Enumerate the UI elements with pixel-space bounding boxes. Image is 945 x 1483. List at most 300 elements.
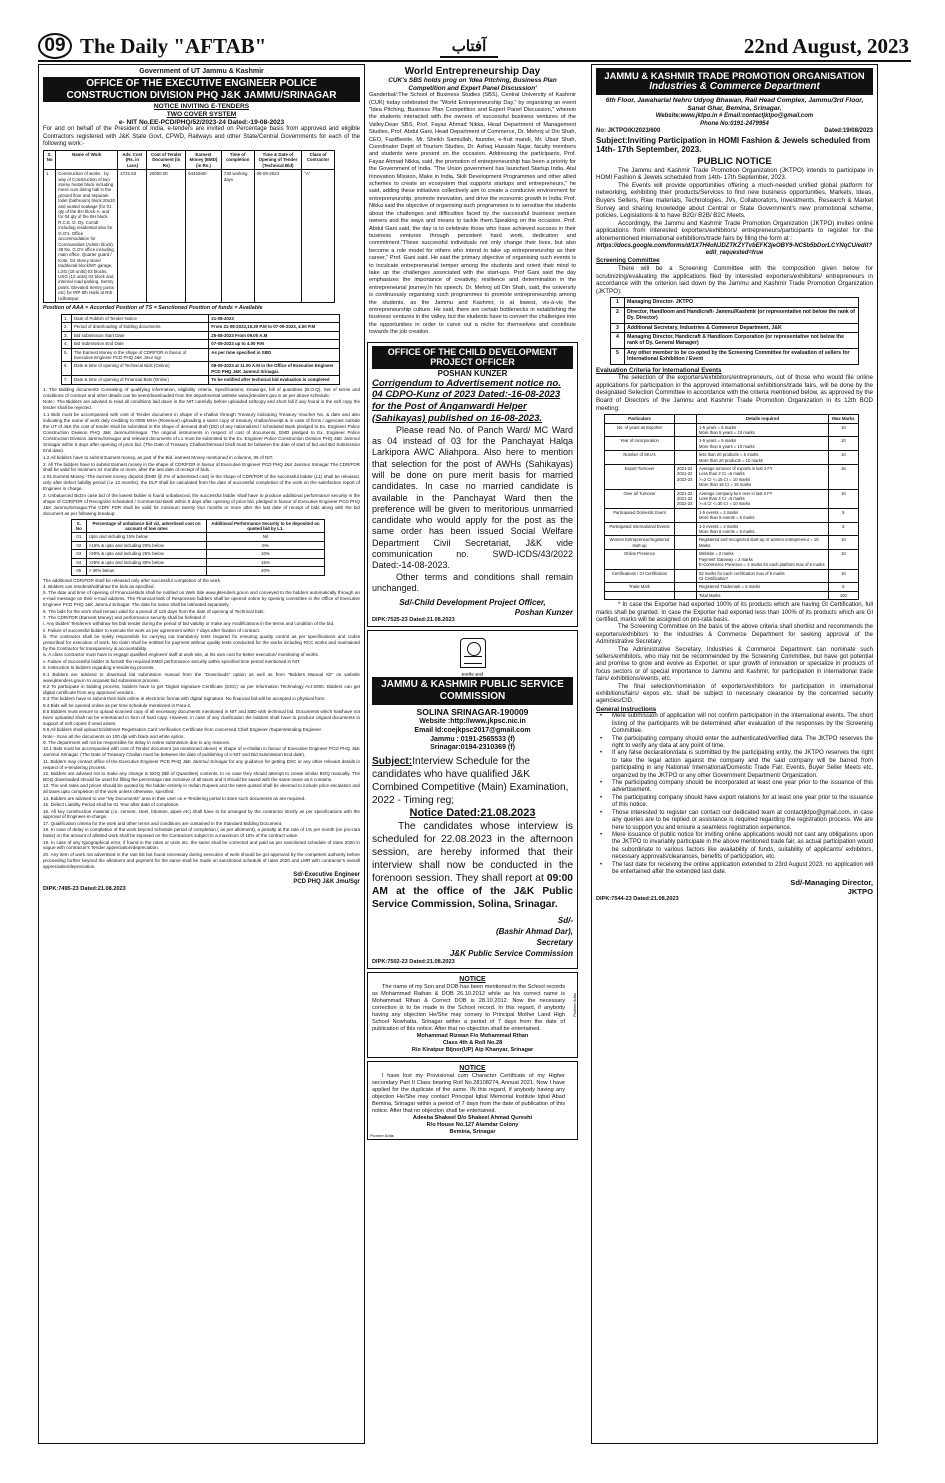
tender-clause: 6. The bids for the work shall remain valid for a period of 120 days from the date of opening of Technical bids. <box>43 608 265 614</box>
tender-clause: The additional CDR/FDR shall be released only after successful completion of the work. <box>43 577 222 583</box>
evaluation-row <box>605 489 859 508</box>
evaluation-cell <box>675 550 697 569</box>
work-table-header: Earnest Money (EMD) (in Rs.) <box>186 151 222 170</box>
unbalanced-cell: 5% <box>207 541 324 549</box>
notice-2-title: NOTICE <box>459 1064 486 1072</box>
notice-2-body: I have lost my Provisional cum Character Certificate of my Higher secondary Part II Class bearing Roll No.28108274, Annual 2021. Now I have applied for the duplicate of the same. IN this regard, if anybody having any objection He/She may contact Principal Iqbal Memorial Institute Iqbal Abad Bemina, Srinagar within a period of 7 days from the date of publication of this notice. After that no objection shall be entertained. <box>372 1072 565 1114</box>
tender-clauses <box>43 387 360 517</box>
evaluation-cell: 10 <box>828 550 858 569</box>
jktpo-web-email: Website:www.jktpo.in # Email:contactjktpo@gmail.com <box>655 113 814 120</box>
cover-system: TWO COVER SYSTEM <box>166 110 237 118</box>
screening-cell: Director, Handloom and Handicraft- Jammu/Kashmir (or representative not below the rank of Dy. Director) <box>625 307 859 323</box>
evaluation-cell: Online Presence <box>605 550 675 569</box>
instruction-text: The participating company should enter the authenticated/verified data. The JKTPO reserves the right to verify any data at any point of time. <box>612 735 873 750</box>
unbalanced-row <box>72 533 325 541</box>
evaluation-cell <box>675 536 697 550</box>
jkpsc-subject-label: Subject: <box>372 755 413 767</box>
schedule-cell: 08-09-2023 at 11.00 A.M in the Office of Executive Engineer PCD PHQ J&K Jammu/ Srinagar. <box>209 362 340 376</box>
notice-1-signature <box>372 1033 573 1054</box>
work-table-cell: 730 working days <box>221 170 254 303</box>
evaluation-cell: 100 <box>828 591 858 599</box>
work-table <box>43 150 335 303</box>
evaluation-row <box>605 508 859 522</box>
evaluation-cell: Women Entrepreneur/registered start-up <box>605 536 675 550</box>
schedule-row <box>62 362 340 376</box>
evaluation-cell: 2021-22 2021-22 2022-23 <box>675 489 697 508</box>
evaluation-cell: Average company turn over in last 3 FY Less than 4 Cr =5 marks >=4 Cr <=30 Cr = 10 marks <box>697 489 829 508</box>
jktpo-form-link[interactable]: https://docs.google.com/forms/d/1X7H4oNJDZTKZYTvbEFK3jeOBY9-NC5b5bDorLCYNqCU/edit?edit_requested=true <box>596 242 873 256</box>
instruction-item <box>596 780 873 795</box>
work-table-cell: 08-09-2023 <box>254 170 302 303</box>
evaluation-cell <box>675 522 697 536</box>
evaluation-cell: 1-2 events = 2 marks More than 6 events = 5 marks <box>697 522 829 536</box>
notice-1-agency: Pioneer Adds <box>572 992 577 1017</box>
notice-1-signature-line: Class 4th & Roll No.28 <box>442 1039 503 1046</box>
instruction-item <box>596 810 873 832</box>
notice-2-agency: Pioneer Adds <box>370 1132 394 1138</box>
screening-row <box>611 307 859 323</box>
jkpsc-website: Website :http://www.jkpsc.nic.in <box>419 718 526 726</box>
tender-clause: 8.1 Bidders are advised to download bid submission manual from the "Downloads" option as well as from "Bidders Manual Kit" on website www.jktenders.gov.in to acquaint bid submission process. <box>43 671 360 683</box>
tender-clause: 13. The unit rates and prices should be quoted by the bidder entirely in Indian Rupees and the rates quoted shall be deemed to include price escalation and all taxes upto completion of the work unless otherwise, specified. <box>43 783 360 795</box>
jktpo-dipk: DIPK:7544-23 Dated:21.08.2023 <box>596 896 679 903</box>
schedule-cell: The Earnest Money in the shape of CDR/FDR in favour of Executive Engineer PCD PHQ J&K Jmu/ Sgr <box>72 348 209 362</box>
evaluation-cell: 1-5 events = 2 marks More than 5 events = 5 marks <box>697 508 829 522</box>
screening-cell: 2 <box>611 307 625 323</box>
evaluation-row <box>605 591 859 599</box>
evaluation-cell <box>675 583 697 591</box>
schedule-row <box>62 331 340 339</box>
work-table-header: Time & Date of Opening of Tender (Technical Bid) <box>254 151 302 170</box>
ee-signature-line1: Sd/-Executive Engineer <box>293 871 360 878</box>
tender-notice-column <box>38 64 365 1444</box>
schedule-row <box>62 340 340 348</box>
instruction-text: Mere issuance of public notice for inviting online applications would not cast any obligations upon the JKTPO to invariably participate in the above mentioned trade fair, as actual participation would be subordinate to various factors like availability of funds, suitability of applicants/ exhibitors, necessary approvals/clearances, benefits of participation, etc. <box>612 831 873 861</box>
evaluation-cell <box>675 437 697 451</box>
schedule-row <box>62 323 340 331</box>
paper-logo: آفتاب <box>440 34 498 58</box>
unbalanced-row <box>72 541 325 549</box>
evaluation-row <box>605 583 859 591</box>
ee-signature <box>43 872 360 886</box>
unbalanced-cell: Nil <box>207 533 324 541</box>
unbalanced-row <box>72 558 325 566</box>
jktpo-department: Industries & Commerce Department <box>596 81 873 95</box>
schedule-cell: 6. <box>62 362 72 376</box>
tender-clause: 10.1 Bids must be accompanied with cost of Tender document (as mentioned above) in shape of e-challan in favour of Executive Engineer PCD PHQ J&K Jammu/ Srinagar. (The Date of Treasury Challan must be between the date of publishing of e-NIT and Bid Submission End date). <box>43 746 360 758</box>
unbalanced-row <box>72 567 325 575</box>
evaluation-cell <box>675 569 697 583</box>
jkpsc-srinagar-fax: Srinagar:0194-2310369 (f) <box>430 744 515 752</box>
schedule-cell: 4. <box>62 340 72 348</box>
instruction-text: The last date for receiving the online application extended to 23rd August 2023. no application will be entertained after the extended last date. <box>612 861 873 875</box>
jkpsc-signature-line: (Bashir Ahmad Dar), <box>495 926 573 936</box>
screening-cell: Managing Director, Handicraft & Handloom Corporation (or representative not below the rank of Dy. General Manager) <box>625 332 859 348</box>
evaluation-cell: 1-5 years = 5 marks More than 5 years = 10 marks <box>697 423 829 437</box>
bullet-icon: • <box>600 750 603 757</box>
tender-clause: v. Failure of Successful bidder to furnish the required EMD/ performance security within specified time period mentioned in NIT. <box>43 658 301 664</box>
evaluation-cell: 10 <box>828 451 858 465</box>
schedule-cell: Date & time of opening of Technical Bids (Online) <box>72 362 209 376</box>
notice-school-record <box>367 972 578 1058</box>
cdpo-body-2: Other terms and conditions shall remain unchanged. <box>372 571 573 593</box>
evaluation-row <box>605 437 859 451</box>
tender-clause: iv. A class contractor must have to engage qualified engineer/ staff at work site, at his own cost for better execution/ monitoring of works. <box>43 652 320 658</box>
instruction-text: The participating company should be incorporated at least one year prior to the issuance of this advertisement. <box>612 780 873 794</box>
schedule-row <box>62 314 340 322</box>
instruction-text: Mere submission of application will not confirm participation in the international events. The short listing of the participants will be determined after evaluation of the responses by the Screening Committee. <box>612 713 873 735</box>
notice-2-signature-line: Bemina, Srinagar <box>449 1128 496 1135</box>
tender-clause: 2. All The bidders have to submit Earnest money in the shape of CDR/FDR in favour of Executive Engineer PCD PHQ J&K Jammu/ Srinagar The CDR/FDR shall be valid for minimum 24 months or more, after the last date of receipt of bids. <box>43 461 360 473</box>
instruction-text: Those interested to register can contact our dedicated team at contactjktpo@gmail.com, in case any queries are to be replied or assistance is required regarding the registration process. We are here to support you and ensure a seamless registration experience. <box>612 809 873 831</box>
work-table-cell: 20000.00 <box>147 170 186 303</box>
evaluation-cell: 10 <box>828 536 858 550</box>
tender-clause: 1.1 Bids must be accompanied with cost of Tender document in shape of e-challan through Treasury indicating Treasury Voucher No. & date and also indicating the name of work duly crediting to 0055 MHA (Revenue) uploading a same copy of treasury challan/receipt & in case of firms / agencies outside the UT of J&K the cost of tender shall be submitted in the shape of demand draft (DD) of any nationalized / scheduled Bank pledged to Ex. Engineer Police Construction Division PHQ J&K Jammu/Srinagar. The original instruments in respect of cost of documents, EMD pledged to Ex. Engineer Police Construction Division Jammu/Srinagar and relevant documents of L1 must be submitted to the Ex. Engineer Police Construction Division PHQ J&K Jammu/ Srinagar within 5 days after opening of price bid. (The Date of Treasury Challan/Demand Draft must be between the date of start of bid and Bid Submission End date). <box>43 412 360 453</box>
cdpo-signature-1: Sd/-Child Development Project Officer, <box>399 598 546 608</box>
work-table-header: Cost of Tender Document (in Rs) <box>147 151 186 170</box>
screening-row <box>611 323 859 332</box>
evaluation-cell: 02 marks for each certification max of 5 marks GI Certification* <box>697 569 829 583</box>
work-table-cell: "A" <box>302 170 334 303</box>
evaluation-row <box>605 465 859 490</box>
jktpo-para-2: The Events will provide opportunities offering a much-needed unified global platform for networking, exhibiting their products/Services to find new business opportunities, Markets, Ideas, Buyers Sellers, Raw materials, Technologies, JVs, Collaborators, Investments, Research & Market Survey and sharing knowledge about Central or State Government's new promotional scheme, policies, Legislations & to have B2G/ B2B/ B2C Meets. <box>596 181 873 220</box>
wed-title: World Entrepreneurship Day <box>404 66 541 77</box>
evaluation-title: Evaluation Criteria for International Events <box>596 366 722 374</box>
bullet-icon: • <box>600 780 603 787</box>
evaluation-row <box>605 569 859 583</box>
evaluation-cell <box>675 423 697 437</box>
jkpsc-email: Email Id:coejkpsc2017@gmail.com <box>414 727 531 735</box>
jkpsc-notice <box>367 630 578 968</box>
schedule-table <box>61 314 340 385</box>
unbalanced-cell: >25% & upto and including 30% below <box>86 558 207 566</box>
schedule-cell: Period of downloading of bidding documents <box>72 323 209 331</box>
tender-clause: 15. Defect Liability Period shall be 01 Year after date of completion. <box>43 802 180 808</box>
tender-clause: 2.01 Earnest Money:-The earnest money deposit (EMD @ 2% of advertised cost) in the shape of CDR/FDR of the successful bidder (L1) shall be released, only after defect liability period (i.e 12 months), the DLP shall be calculated from the date of successful completion of the work on the satisfaction report of Engineer in charge. <box>43 474 360 492</box>
unbalanced-cell: 03 <box>72 550 87 558</box>
schedule-cell: 5. <box>62 348 72 362</box>
notice-2-signature-line: Adeeba Shakeel D/o Shakeel Ahmad Qureshi <box>412 1114 533 1121</box>
schedule-cell: 07-09-2023 up to 4.00 P.M <box>209 340 340 348</box>
emblem-caption: सत्यमेव जयते <box>461 672 484 678</box>
work-table-header: Name of Work <box>56 151 118 170</box>
evaluation-cell: 5 <box>828 522 858 536</box>
tender-clause: 7. The CDR/FDR (Earnest Money) and performance security shall be forfeited if: <box>43 614 207 620</box>
unbalanced-bid-table <box>71 519 325 576</box>
unbalanced-cell: 01 <box>72 533 87 541</box>
evaluation-header: Details required <box>697 415 829 423</box>
instruction-text: If any false declaration/data is submitted by the participating entity, the JKTPO reserves the right to take the legal action against the company and the said company will be barred from participating in any National/ International/Domestic Trade Fair, Events, Buyer Seller Meets etc. organized by the JKTPO or any other Government Department/ Organization. <box>612 750 873 779</box>
general-instructions-list <box>596 713 873 876</box>
national-emblem-icon <box>460 638 486 668</box>
cdpo-corrigendum: Corrigendum to Advertisement notice no. 04 CDPO-Kunz of 2023 Dated:-16-08-2023 for the Post of Anganwardi Helper (Sahikayas) published on 16-08-2023. <box>372 377 561 424</box>
nit-number: e- NIT No.EE-PCD/PHQ/52/2023-24 Dated:-19-08-2023 <box>118 118 285 126</box>
tender-clause: 8.5 Bidders must ensure to upload scanned copy of all necessary documents mentioned in NIT and SBD with technical bid. Documents which has/have not been uploaded shall not be entertained in form of hard copy. However, in case of any clarification the bidders shall have to produce original documents in support of soft copies if need arises. <box>43 709 360 726</box>
evaluation-cell <box>675 451 697 465</box>
jktpo-para-1: The Jammu and Kashmir Trade Promotion Organization (JKTPO) intends to participate in HOMI Fashion & Jewels scheduled from 14th- 17th September, 2023. <box>596 166 873 182</box>
tender-intro: For and on behalf of the President of India, e-tenders are invited on Percentage basis from approved and eligible Contractors registered with J&K State Govt, CPWD, Railways and other State/Central Governments for each of the following work:- <box>43 126 360 147</box>
tender-clause: 1. The Bidding documents Consisting of qualifying information, eligibility criteria, Specifications, Drawings, bill of quantities (B.O.Q), Set of terms and conditions of contract and other details can be seen/downloaded from the departmental website www.jktenders.gov.in as per above schedule: <box>43 386 360 398</box>
screening-row <box>611 348 859 364</box>
tender-dipk: DIPK:7495-23 Dated:21.08.2023 <box>43 885 126 892</box>
instruction-item <box>596 795 873 810</box>
tender-clause: 17. Qualification criteria for the work and other terms and conditions are contained in the Standard Bidding Document. <box>43 820 283 826</box>
jkpsc-signature-line: J&K Public Service Commission <box>449 948 573 958</box>
notice-1-body: The name of my Son and DOB has been mentioned in the School records as Mohammad Raihan & DOB 26.10.2012 while as his correct name is Mohammad Rihan & Correct DOB is 28.10.2012. Now the necessary correction is to be made in the School record. In this regard, if anybody having any objection He/She may convey to Principal Mother Land High School Nowhatta, Srinagar within a period of 7 days from the date of publication of this notice. After that no objection shall be entertained. <box>372 983 565 1032</box>
jktpo-para-5: The Administrative Secretary, Industries & Commerce Department can nominate such sellers/exhibitors, who may not be recommended by the Screening Committee, but have got potential and promise to grow and evolve as Exporter, or spur growth of innovation or specialize in products of focus sectors or of special importance to Jammu and Kashmir, for participation in international trade fairs/ exhibitions/events, etc. <box>596 646 873 683</box>
paper-name: The Daily "AFTAB" <box>80 34 267 58</box>
screening-committee-table <box>610 297 859 364</box>
notice-2-signature-line: R/o House No.127 Alamdar Colony <box>426 1121 519 1128</box>
middle-column <box>367 64 578 1444</box>
unbalanced-header: Percentage of unbalance bid viz, advertised cost on account of low rates <box>86 519 207 533</box>
schedule-cell: As per time specified in SBD <box>209 348 340 362</box>
notice-1-signature-line: Mohammad Rizwan F/o Mohammad Rihan <box>416 1032 529 1039</box>
jkpsc-subject <box>372 755 573 807</box>
cdpo-notice <box>367 342 578 628</box>
unbalanced-cell: 15% <box>207 558 324 566</box>
tender-clause: 8.3 The bidders have to submit their bids online in electronic format with digital Signature. No financial bid will be accepted in physical form. <box>43 696 326 702</box>
page-number: 09 <box>38 33 72 59</box>
evaluation-cell <box>675 591 697 599</box>
jktpo-ref-date: Dated:19/08/2023 <box>824 128 873 135</box>
tender-clauses-2 <box>43 578 360 870</box>
evaluation-cell: Website = 2 marks Payment Gateway = 2 marks E-Commerce Presence = 2 marks for each platform max of 6 marks <box>697 550 829 569</box>
work-table-header: S. No <box>44 151 56 170</box>
tender-clause: iii. The contractor shall be solely responsible for carrying out mandatory tests required for ensuring quality control as per specifications and codes prescribed for execution of work. No claim shall be entitled for payment without quality tests conducted for the works including RCC works and maintained by the Contractor for transparency & accountability. <box>43 634 360 651</box>
evaluation-cell: 5 <box>828 583 858 591</box>
notice-1-title: NOTICE <box>459 975 486 983</box>
evaluation-header: Max Marks <box>828 415 858 423</box>
tender-clause: 8.6 All bidders shall upload Enlistment Registration Card Verification Certificate from concerned Chief Engineer /Superintending Engineer. <box>43 727 323 733</box>
masthead-rule <box>38 60 911 62</box>
evaluation-cell: 2021-22 2021-22 2022-23 <box>675 465 697 490</box>
masthead <box>0 0 945 62</box>
unbalanced-header: S. No <box>72 519 87 533</box>
unbalanced-header: Additional Performance Security to be deposited on quoted bid by L1. <box>207 519 324 533</box>
evaluation-cell: 5 <box>828 508 858 522</box>
office-heading: OFFICE OF THE EXECUTIVE ENGINEER POLICE CONSTRUCTION DIVISION PHQ J&K JAMMU/SRINAGAR <box>43 77 360 102</box>
evaluation-cell: Registered Trademark = 5 marks <box>697 583 829 591</box>
evaluation-cell: 10 <box>828 437 858 451</box>
evaluation-cell: Trade Mark <box>605 583 675 591</box>
evaluation-cell: Total Marks <box>697 591 829 599</box>
tender-clause: 8. Instruction to bidders regarding e-tendering process. <box>43 665 155 671</box>
notice-1-signature-line: R/o Kiratpur Bijnor(UP) A/p Khanyar, Srinagar <box>411 1046 534 1053</box>
instruction-item <box>596 713 873 735</box>
evaluation-cell: Registered and recognized start-up or women entrepreneur = 10 Marks <box>697 536 829 550</box>
jktpo-para-3: Accordingly, the Jammu and Kashmir Trade Promotion Organization (JKTPO) invites online applications from interested exporters/exhibitors/ entrepreneurs/participants to register for the aforementioned international exhibitions/trade fairs by filing the form at : <box>596 219 873 242</box>
tender-clause: 5. The date and time of opening of Financial-Bids shall be notified on Web Site www.jktenders.gov.in and conveyed to the bidders automatically through an e-mail message on their e-mail address. The Financial-bids of Responsive bidders shall be opened online by opening committee in the Office of Executive Engineer PCD PHQ J&K Jammu/ Srinagar. The date for same shall be intimated separately. <box>43 590 360 608</box>
wed-body: Ganderbal/:The School of Business Studies (SBS), Central University of Kashmir (CUK) today celebrated the "World Entrepreneurship Day," by organizing an event "Idea Pitching, Business Plan Competition and Expert Panel Discussion," wherein the students interacted with the owners of successful business ventures of the Valley.Dean SBS, Prof. Fayaz Ahmad Nikka, Head Department of Management Studies, Prof. Abdul Gani, Head Department of Commerce, Dr. Mehroj ul Din Shah, CEO, FastBeetle, Mr. Sheikh Samiullah, founder, e-fruit mandi, Mr. Ubair Shah, Coordinator Deptt of Tourism Studies, Dr. Ashaq Hussain Najar, faculty members and students were present on the occasion. Addressing the participants, Prof. Fayaz Ahmad Nikka, said, the promotion of entrepreneurship has been a priority for the Government of India. "The Union government has launched Startup India, Atal Innovation Mission, Make in India, Skill Development Programmes and other allied schemes to create an ecosystem that supports startups and entrepreneurs," he said, adding these initiatives collectively aim to create a conducive environment for entrepreneurship, promote innovation, and drive the economic growth in India. Prof. Nikka said the objective of organising such programmes is to sensitise the students about the challenges and difficulties faced by the successful business venture owners and the ways and means to tackle them.Speaking on the occasion, Prof. Abdul Gani said, the day is to celebrate those who have achieved success in their business ventures through persistent hard work, dedication and commitment."These successful individuals not only change their lives, but also become a role model for others who intend to take up entrepreneurship as their career," Prof. Gani said. He said the primary objective of organising such events is to inculcate entrepreneurial temper among the students and orient their mind to take up the challenges associated with the start-ups. Prof Gani said the day emphasizes the importance of creativity, resilience and determination in the entrepreneurial journey.In his speech, Dr. Mehroj ud Din Shah, said, the university is continuously organising such programmes to promote entrepreneurship among the students, as the Jammu and Kashmir, is at lowest, vis-à-vis the entrepreneurship culture. He said, there are certain bottlenecks in establishing the business ventures in the valley, but the students have to convert the challenges into the opportunities in order to carve out a niche for themselves and contribute towards the job creation. <box>369 92 576 336</box>
jkpsc-body <box>372 820 573 911</box>
evaluation-row <box>605 536 859 550</box>
work-table-cell: Construction of works : by way of Construction of two storey hostel block including mess cum dining hall in the ground floor and separate toilet (bathroom) block 20x20 and sealed soakage (for 01 qty of the BH block-A, and for 04 qty of the BH block R.C.E. D. Dy. Comdt including residential also for G.O's. Office accommodation for Commandant (Admin block). 38 No. G.O's office including main office. Quarter guard / Kote, G4 storey store/ traditional block/MT garage. LSG (18 units) 03 blocks, USG (12 units) 03 block and internal road parking. Sentry posts. Elevated Sentry posts etc) for IRP 6th Harki at Rrb Udhampur. <box>56 170 118 303</box>
evaluation-cell: Year of Incorporation <box>605 437 675 451</box>
evaluation-cell: Certifications / GI Certification <box>605 569 675 583</box>
jkpsc-signature <box>372 915 573 959</box>
notice-lost-certificate <box>367 1061 578 1140</box>
bullet-icon: • <box>600 794 603 801</box>
evaluation-header <box>675 415 697 423</box>
tender-clause: ii. Failure of successful bidder to execute the work as per agreement within 7 days after fixation of contract. <box>43 627 261 633</box>
evaluation-cell: 1-5 years = 5 marks More than 5 years = 10 marks <box>697 437 829 451</box>
evaluation-row <box>605 423 859 437</box>
jktpo-para-6: The final selection/nomination of exporters/exhibitors for participation in international exhibitions/fairs/ expos etc. shall be subject to necessary clearance by the concerned security agencies/CID. <box>596 683 873 705</box>
gi-note: * In case the Exporter had exported 100% of its products which are having GI Certification, full marks shall be granted. In case the Exporter had exported less than 100% of its products which are GI certified, marks will be assigned on pro-rata basis. <box>596 602 873 623</box>
cdpo-body: Please read No. of Panch Ward/ MC Ward as 04 instead of 03 for the Panchayat Halqa Larkipora AWC Aliahpora. Also here to mention that selection for the post of AWHs (Sahikayas) will be done on pure merit basis for married candidates. In case no married candidate is available in the Panchayat Ward then the preference will be given to meritorious unmarried candidate who would apply for the post as the same order has been issued Social Welfare Department Civil Secretariat, J&K vide communication no. SWD-ICDS/43/2022 Dated:-14-08-2023. <box>372 424 573 571</box>
instruction-item <box>596 832 873 862</box>
screening-cell: Any other member to be co-opted by the Screening Committee for evaluation of sellers for International Exhibition / Event <box>625 348 859 364</box>
tender-clause: i. Any bidder/ Tenderers withdraw his bid/ tender during the period of bid validity or make any modifications in the terms and condition of the bid. <box>43 621 335 627</box>
schedule-row <box>62 348 340 362</box>
instruction-text: The participating company should have export relations for at least one year prior to the issuance of this notice. <box>612 794 873 809</box>
evaluation-row <box>605 522 859 536</box>
cdpo-heading: OFFICE OF THE CHILD DEVELOPMENT PROJECT OFFICER <box>372 346 573 369</box>
tender-clause: 12. Bidders are advised not to make any change in BOQ (Bill of Quantities) contents. In no case they should attempt to create similar BOQ manually. The BOQ downloaded should be used for filling the percentage rate inclusive of all taxes and it should be saved with the same name as it contains. <box>43 771 360 782</box>
screening-row <box>611 332 859 348</box>
jkpsc-signature-line: Secretary <box>536 937 573 947</box>
jktpo-ref-number: No: JKTPO/K/2023/600 <box>596 128 661 135</box>
jkpsc-notice-date: Notice Dated:21.08.2023 <box>409 806 536 819</box>
schedule-cell: Bid submission Start Date <box>72 331 209 339</box>
tender-clause: 16. All key construction material (i.e. cement, steel, bitumen, pipes etc) shall have to be arranged by the contractor strictly as per specifications with the approval of Engineer-in-charge. <box>43 808 360 820</box>
instruction-item <box>596 862 873 877</box>
tender-clause: Note:- The Bidders are advised to read all conditions laid down in the NIT carefully before uploaded softcopy and short fall if any found in the soft copy the tender shall be rejected. <box>43 399 360 411</box>
tender-clause: 19. In case of any typographical error, if found in the rates or units etc. the same shall be corrected and paid as per sanctioned schedule of rates 2020 in vague with contractor's Tender appreciation/depreciation. <box>43 839 360 851</box>
screening-cell: 4 <box>611 332 625 348</box>
issue-date: 22nd August, 2023 <box>743 34 909 58</box>
jktpo-signature-1: Sd/-Managing Director, <box>790 878 873 888</box>
cdpo-signature-2: Poshan Kunzer <box>514 607 573 617</box>
evaluation-cell: 10 <box>828 489 858 508</box>
ee-signature-line2: PCD PHQ J&K Jmu/Sgr <box>293 878 360 885</box>
cdpo-dipk: DIPK:7525-23 Dated:21.08.2023 <box>372 617 455 624</box>
instruction-item <box>596 736 873 751</box>
jkpsc-body-bold: 09:00 AM at the office of the J&K Public Service Commission, Solina, Srinagar. <box>372 872 573 910</box>
work-table-header: Class of Contractor <box>302 151 334 170</box>
unbalanced-cell: 05 <box>72 567 87 575</box>
jkpsc-address: SOLINA SRINAGAR-190009 <box>416 707 529 718</box>
jktpo-notice-column <box>591 64 878 1444</box>
bullet-icon: • <box>600 735 603 742</box>
evaluation-cell <box>675 508 697 522</box>
schedule-cell: To be notified after technical bid evaluation is completed <box>209 376 340 384</box>
unbalanced-cell: > 30% below <box>86 567 207 575</box>
jkpsc-dipk: DIPK:7502-23 Dated:21.08.2023 <box>372 958 455 965</box>
unbalanced-cell: 20% <box>207 567 324 575</box>
tender-clause: 20. Any item of work not advertised in the rate list but found necessary during execution of work should be got approved by the competent authority before proceeding further beyond the allotment and payment for the same shall be made on sanctioned schedule of rates 2020 and LMR with contractor's overall appreciation/depreciation. <box>43 851 360 869</box>
jkpsc-body-text: The candidates whose interview is scheduled for 22.08.2023 in the afternoon session, are hereby informed that their interview shall now be conducted in the forenoon session. They shall report at <box>372 820 573 884</box>
general-instructions-title: General Instructions <box>596 705 657 713</box>
tender-clause: 8.4 Bids will be opened online as per time schedule mentioned in Para-2. <box>43 702 192 708</box>
tender-clause: 4. Bidders can resubmit/withdraw the bids as specified. <box>43 583 155 589</box>
jktpo-subject: Subject:Inviting Participation in HOMI Fashion & Jewels scheduled from 14th- 17th September, 2023. <box>596 135 871 155</box>
evaluation-cell: Number of SKU's <box>605 451 675 465</box>
evaluation-cell: 10 <box>828 423 858 437</box>
jktpo-address: 6th Floor, Jawaharlal Nehru Udyog Bhawan, Rail Head Complex, Jammu/3rd Floor, Sanat Ghar, Bemina, Srinagar. <box>605 97 864 113</box>
evaluation-cell: No. of years as Exporter <box>605 423 675 437</box>
tender-clause: 11. Bidders may contact office of the Executive Engineer PCD PHQ J&K Jammu/ Srinagar for any guidance for getting DSC or any other relevant details in respect of e-tendering process. <box>43 758 360 770</box>
schedule-cell: From 21-08-2023,16.30 P.M to 07-09-2023, 4.00 P.M <box>209 323 340 331</box>
work-table-cell: 4722.63 <box>118 170 147 303</box>
wed-subtitle: CUK's SBS holds prog on 'Idea Pitching, Business Plan Competition and Expert Panel Discussion' <box>388 77 557 92</box>
unbalanced-cell: >15% & upto and including 20% below <box>86 541 207 549</box>
work-table-cell: 1 <box>44 170 56 303</box>
jkpsc-heading: JAMMU & KASHMIR PUBLIC SERVICE COMMISSION <box>372 677 573 705</box>
screening-committee-intro: There will be a Screening Committee with the composition given below for scrutinizing/evaluating the applications filed by interested exporters/exhibitors/ entrepreneurs in accordance with the criterion laid down by the Jammu and Kashmir Trade Promotion Organization (JKTPO): <box>596 264 873 295</box>
schedule-cell: 2. <box>62 323 72 331</box>
wed-article <box>367 64 578 339</box>
schedule-cell: 3. <box>62 331 72 339</box>
tender-clause: Note:- Scan all the documents on 100 dpi with black and white option. <box>43 733 185 739</box>
schedule-cell: 25-08-2023 From 09.00 A.M <box>209 331 340 339</box>
unbalanced-cell: 04 <box>72 558 87 566</box>
unbalanced-row <box>72 550 325 558</box>
screening-cell: 5 <box>611 348 625 364</box>
evaluation-cell: Average turnover of exports in last 3 FY Less than 2 Cr =5 marks >=2 Cr <=15 Cr = 10 marks More than 15 Cr = 15 marks <box>697 465 829 490</box>
schedule-cell: 21-08-2023 <box>209 314 340 322</box>
evaluation-row <box>605 550 859 569</box>
unbalanced-cell: Upto and including 15% below <box>86 533 207 541</box>
evaluation-cell <box>605 591 675 599</box>
schedule-cell: Date of Publish of Tender Notice <box>72 314 209 322</box>
schedule-cell: Date & time of opening of Financial Bids (Online) <box>72 376 209 384</box>
tender-clause: 3. Unbalanced Bid:In case bid of the lowest bidder is found unbalanced, the successful bidder shall have to produce additional performance security in the shape of CDR/FDR of Recognize scheduled / Commercial Bank within 5 days after opening of price bid, pledged in favour of Executive Engineer PCD PHQ J&K Jammu/Srinagar.The CDR/ FDR shall be valid for minimum twenty four months or more after the last date of receipt of bids along with the bid document as per following breakup: <box>43 493 360 516</box>
jkpsc-signature-line: Sd/- <box>557 915 573 925</box>
evaluation-intro: The selection of the exporters/exhibitors/entrepreneurs, out of those who would file online applications for participation in the approved international exhibitions/trade fairs, will be done by the designated Selection Committee in accordance with the criteria mentioned below, as approved by the Board of Directors of the Jammu and Kashmir Trade Promotion Organization in its 12th BOD meeting: <box>596 374 873 412</box>
screening-cell: Additional Secretary, Industries & Commerce Department, J&K <box>625 323 859 332</box>
evaluation-cell: Participated International Events <box>605 522 675 536</box>
bullet-icon: • <box>600 713 603 720</box>
evaluation-cell: 15 <box>828 465 858 490</box>
tender-clause: 14. Bidders are advised to use "My Documents" area in their user on e-Tendering portal to store such documents as are required. <box>43 795 306 801</box>
jktpo-heading: JAMMU & KASHMIR TRADE PROMOTION ORGANISATION <box>596 68 873 81</box>
jkpsc-subject-text: Interview Schedule for the candidates who have qualified J&K Combined Competitive (Main) Examination, 2022 - Timing reg; <box>372 755 569 806</box>
unbalanced-cell: 02 <box>72 541 87 549</box>
evaluation-cell: less than 20 products = 5 marks More than 20 products = 10 marks <box>697 451 829 465</box>
screening-row <box>611 298 859 307</box>
evaluation-cell: Participated Domestic Event <box>605 508 675 522</box>
jktpo-signature-2: JKTPO <box>847 887 873 897</box>
evaluation-cell: Export Turnover <box>605 465 675 490</box>
jkpsc-jammu-fax: Jammu : 0191-2565533 (f) <box>430 735 515 743</box>
evaluation-row <box>605 451 859 465</box>
schedule-cell: Bid Submission End Date <box>72 340 209 348</box>
screening-cell: 3 <box>611 323 625 332</box>
unbalanced-cell: 10% <box>207 550 324 558</box>
schedule-row <box>62 376 340 384</box>
jktpo-para-4: The Screening Committee on the basis of the above criteria shall shortlist and recommends the exporters/exhibitors to the Industries & Commerce Department for seeking approval of the Administrative Secretary. <box>596 624 873 646</box>
schedule-cell: 7. <box>62 376 72 384</box>
evaluation-cell: 10 <box>828 569 858 583</box>
bullet-icon: • <box>600 831 603 838</box>
tender-clause: 1.2 All bidders have to submit Earnest money, as part of the Bid, earnest Money mentioned in columns, 05 of NIT. <box>43 454 274 460</box>
screening-cell: Managing Director- JKTPO <box>625 298 859 307</box>
evaluation-header: Particulars <box>605 415 675 423</box>
screening-cell: 1 <box>611 298 625 307</box>
jktpo-public-notice: PUBLIC NOTICE <box>697 155 772 167</box>
jktpo-ref-line <box>596 128 873 135</box>
notice-2-signature <box>372 1115 573 1136</box>
notice-title: NOTICE INVITING E-TENDERS <box>153 103 250 110</box>
tender-clause: 8.2 To participate in bidding process, bidders have to get 'Digital Signature Certificate (DSC)' as per Information Technology Act-2000. Bidders can get digital certificate from any approved vendors. <box>43 683 360 695</box>
work-table-cell: 9445260/- <box>186 170 222 303</box>
evaluation-cell: Over all Turnover <box>605 489 675 508</box>
bullet-icon: • <box>600 861 603 868</box>
gov-heading: Government of UT Jammu & Kashmir <box>139 68 264 75</box>
schedule-cell: 1. <box>62 314 72 322</box>
